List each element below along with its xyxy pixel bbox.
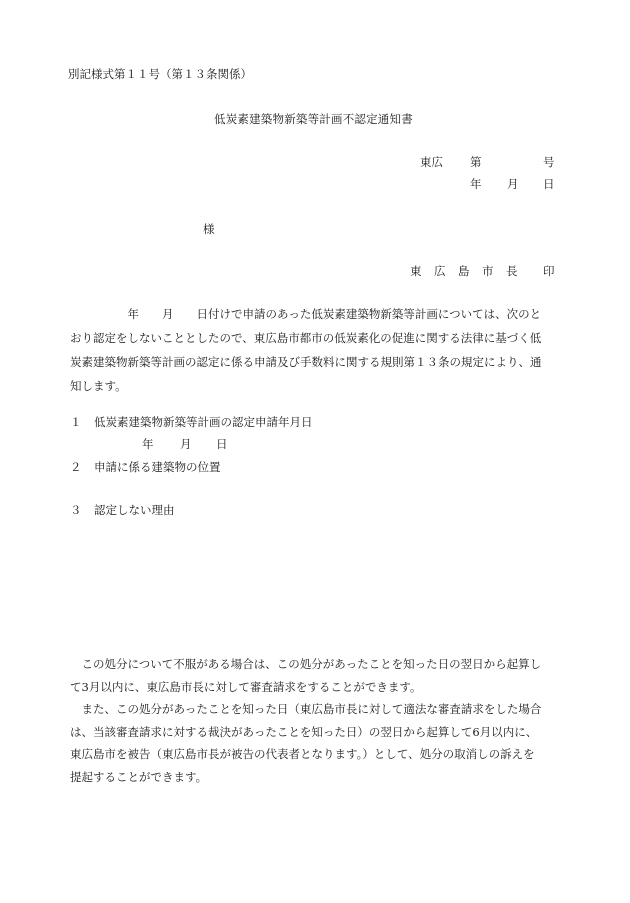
body-line: 知します。 xyxy=(70,379,127,393)
notice-line: は、当該審査請求に対する裁決があったことを知った日）の翌日から起算して6月以内に、 xyxy=(70,724,538,739)
notice-line: て3月以内に、東広島市長に対して審査請求をすることができます。 xyxy=(70,679,422,694)
item-label: 低炭素建築物新築等計画の認定申請年月日 xyxy=(94,415,313,429)
item-application-date xyxy=(70,414,313,430)
issue-date-year: 年 xyxy=(470,177,482,191)
sender xyxy=(0,263,630,279)
issue-date-month: 月 xyxy=(507,177,519,191)
body-line: 年 月 日付けで申請のあった低炭素建築物新築等計画については、次のと xyxy=(70,307,542,321)
item-reason xyxy=(70,502,175,518)
body-line: おり認定をしないこととしたので、東広島市都市の低炭素化の促進に関する法律に基づく低 xyxy=(70,331,542,345)
addressee-honorific: 様 xyxy=(203,222,215,236)
notice-line: また、この処分があったことを知った日（東広島市長に対して適法な審査請求をした場合 xyxy=(70,702,542,716)
document-number-go: 号 xyxy=(543,155,555,169)
sender-char: 長 xyxy=(506,264,518,278)
body-paragraph xyxy=(70,302,570,398)
sender-char: 市 xyxy=(482,264,494,278)
notice-line: 東広島市を被告（東広島市長が被告の代表者となります。）として、処分の取消しの訴えを xyxy=(70,747,535,761)
document-number-prefix: 東広 xyxy=(420,155,443,169)
issue-date-day: 日 xyxy=(543,177,555,191)
document-number-dai: 第 xyxy=(470,155,482,169)
sender-char: 島 xyxy=(458,264,470,278)
appeal-notice xyxy=(70,653,580,788)
form-number: 別記様式第１１号（第１３条関係） xyxy=(68,67,252,81)
application-date xyxy=(0,436,630,452)
sender-char: 広 xyxy=(434,264,446,278)
notice-line: 提起することができます。 xyxy=(70,769,208,784)
item-number: ３ xyxy=(70,503,82,517)
application-date-day: 日 xyxy=(216,437,228,451)
item-label: 認定しない理由 xyxy=(94,503,175,517)
application-date-year: 年 xyxy=(142,437,154,451)
item-number: ２ xyxy=(70,460,82,474)
body-line: 炭素建築物新築等計画の認定に係る申請及び手数料に関する規則第１３条の規定により、通 xyxy=(70,355,542,369)
document-title: 低炭素建築物新築等計画不認定通知書 xyxy=(214,112,413,126)
item-number: １ xyxy=(70,415,82,429)
issue-date xyxy=(0,176,630,192)
application-date-month: 月 xyxy=(180,437,192,451)
item-label: 申請に係る建築物の位置 xyxy=(94,460,221,474)
sender-char: 東 xyxy=(410,264,422,278)
document-number xyxy=(0,154,630,170)
item-building-location xyxy=(70,459,221,475)
notice-line: この処分について不服がある場合は、この処分があったことを知った日の翌日から起算し xyxy=(70,657,542,671)
sender-seal: 印 xyxy=(543,264,555,278)
